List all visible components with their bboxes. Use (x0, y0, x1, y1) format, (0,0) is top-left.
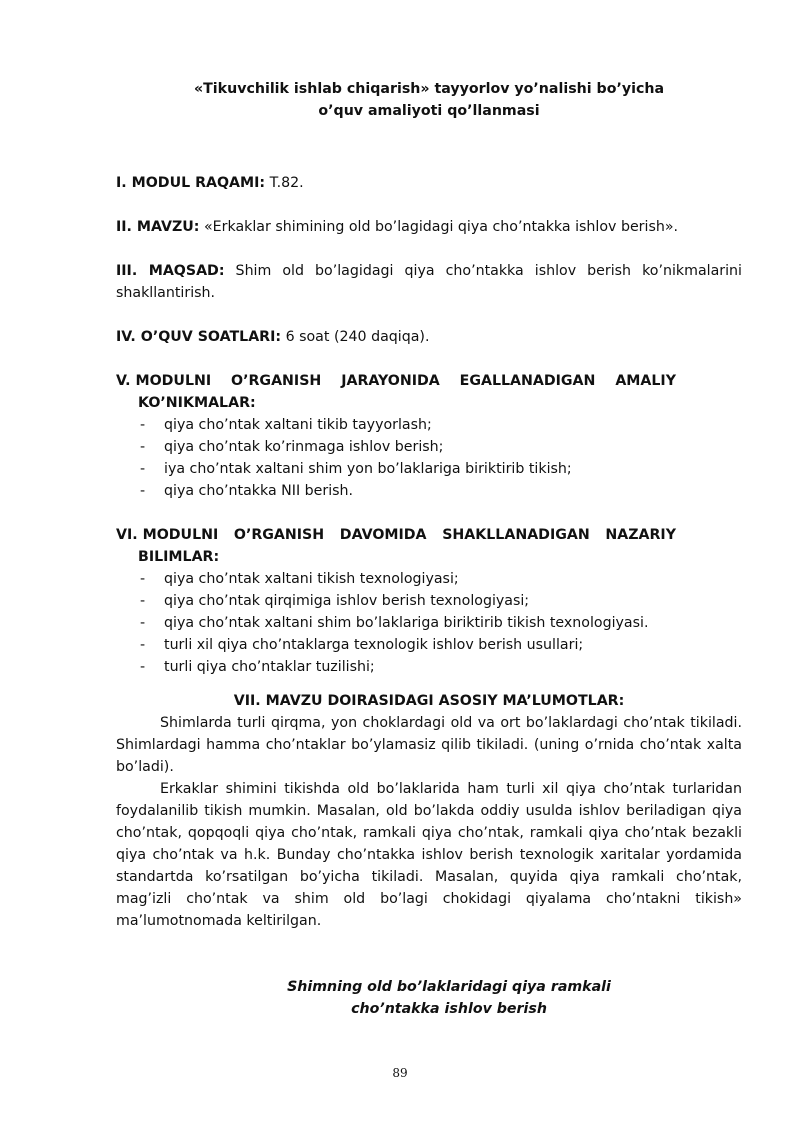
section-heading (116, 370, 676, 392)
section-module-number (116, 172, 742, 194)
title-line-2: o’quv amaliyoti qo’llanmasi (318, 103, 540, 119)
subtitle-line-1: Shimning old bo’laklaridagi qiya ramkali (287, 979, 611, 995)
heading-word: V. MODULNI (116, 373, 212, 389)
section-value: «Erkaklar shimining old bo’lagidagi qiya cho’ntakka ishlov berish». (199, 219, 679, 235)
list-item: - qiya cho’ntak ko’rinmaga ishlov berish; (140, 439, 444, 455)
document-title (116, 78, 742, 122)
page-number: 89 (392, 1066, 408, 1080)
list-item: - turli qiya cho’ntaklar tuzilishi; (140, 659, 375, 675)
knowledge-list (116, 568, 742, 678)
heading-word: AMALIY (615, 373, 676, 389)
section-study-hours (116, 326, 742, 348)
subtitle-line-2: cho’ntakka ishlov berish (351, 1001, 547, 1017)
section-heading-cont: KO’NIKMALAR: (138, 395, 256, 411)
section-label: III. MAQSAD: (116, 263, 225, 279)
paragraph: Shimlarda turli qirqma, yon choklardagi old va ort bo’laklardagi cho’ntak tikiladi. Shimlardagi hamma cho’ntaklar bo’ylamasiz qilib tikiladi. (uning o’rnida cho’ntak xalta bo’ladi). (116, 715, 742, 775)
heading-word: O’RGANISH (233, 527, 325, 543)
section-heading (116, 524, 676, 546)
heading-word: NAZARIY (605, 527, 676, 543)
section-topic (116, 216, 742, 238)
section-label: II. MAVZU: (116, 219, 200, 235)
section-value: 6 soat (240 daqiqa). (281, 329, 430, 345)
list-item: - qiya cho’ntak xaltani tikish texnologiyasi; (140, 571, 459, 587)
list-item: - qiya cho’ntakka NII berish. (140, 483, 354, 499)
list-item: - qiya cho’ntak xaltani shim bo’laklariga biriktirib tikish texnologiyasi. (140, 615, 649, 631)
heading-word: EGALLANADIGAN (459, 373, 596, 389)
title-line-1: «Tikuvchilik ishlab chiqarish» tayyorlov yo’nalishi bo’yicha (193, 81, 665, 97)
section-value: T.82. (265, 175, 304, 191)
subtitle (116, 976, 742, 1020)
page-content (116, 78, 742, 1020)
section-practical-skills (116, 370, 742, 502)
section-goal (116, 260, 742, 304)
section-label: I. MODUL RAQAMI: (116, 175, 266, 191)
list-item: - turli xil qiya cho’ntaklarga texnologik ishlov berish usullari; (140, 637, 584, 653)
list-item: - iya cho’ntak xaltani shim yon bo’laklariga biriktirib tikish; (140, 461, 572, 477)
heading-word: VI. MODULNI (116, 527, 219, 543)
section-main-info-heading: VII. MAVZU DOIRASIDAGI ASOSIY MA’LUMOTLAR: (233, 693, 625, 709)
section-theoretical-knowledge (116, 524, 742, 678)
heading-word: DAVOMIDA (339, 527, 427, 543)
section-value: Shim old bo’lagidagi qiya cho’ntakka ishlov berish ko’nikmalarini shakllantirish. (116, 263, 742, 301)
list-item: - qiya cho’ntak qirqimiga ishlov berish texnologiyasi; (140, 593, 530, 609)
paragraph: Erkaklar shimini tikishda old bo’laklarida ham turli xil qiya cho’ntak turlaridan foydalanilib tikish mumkin. Masalan, old bo’lakda oddiy usulda ishlov beriladigan qiya cho’ntak, qopqoqli qiya cho’ntak, ramkali qiya cho’ntak, ramkali qiya cho’ntak bezakli qiya cho’ntak va h.k. Bunday cho’ntakka ishlov berish texnologik xaritalar yordamida standartda ko’rsatilgan bo’yicha tikiladi. Masalan, quyida qiya ramkali cho’ntak, mag’izli cho’ntak va shim old bo’lagi chokidagi qiyalama cho’ntakni tikish» ma’lumotnomada keltirilgan. (116, 781, 742, 929)
skills-list (116, 414, 742, 502)
heading-word: JARAYONIDA (341, 373, 440, 389)
heading-word: O’RGANISH (231, 373, 322, 389)
section-label: IV. O’QUV SOATLARI: (116, 329, 282, 345)
heading-word: SHAKLLANADIGAN (442, 527, 590, 543)
section-heading-cont: BILIMLAR: (138, 549, 220, 565)
list-item: - qiya cho’ntak xaltani tikib tayyorlash; (140, 417, 432, 433)
